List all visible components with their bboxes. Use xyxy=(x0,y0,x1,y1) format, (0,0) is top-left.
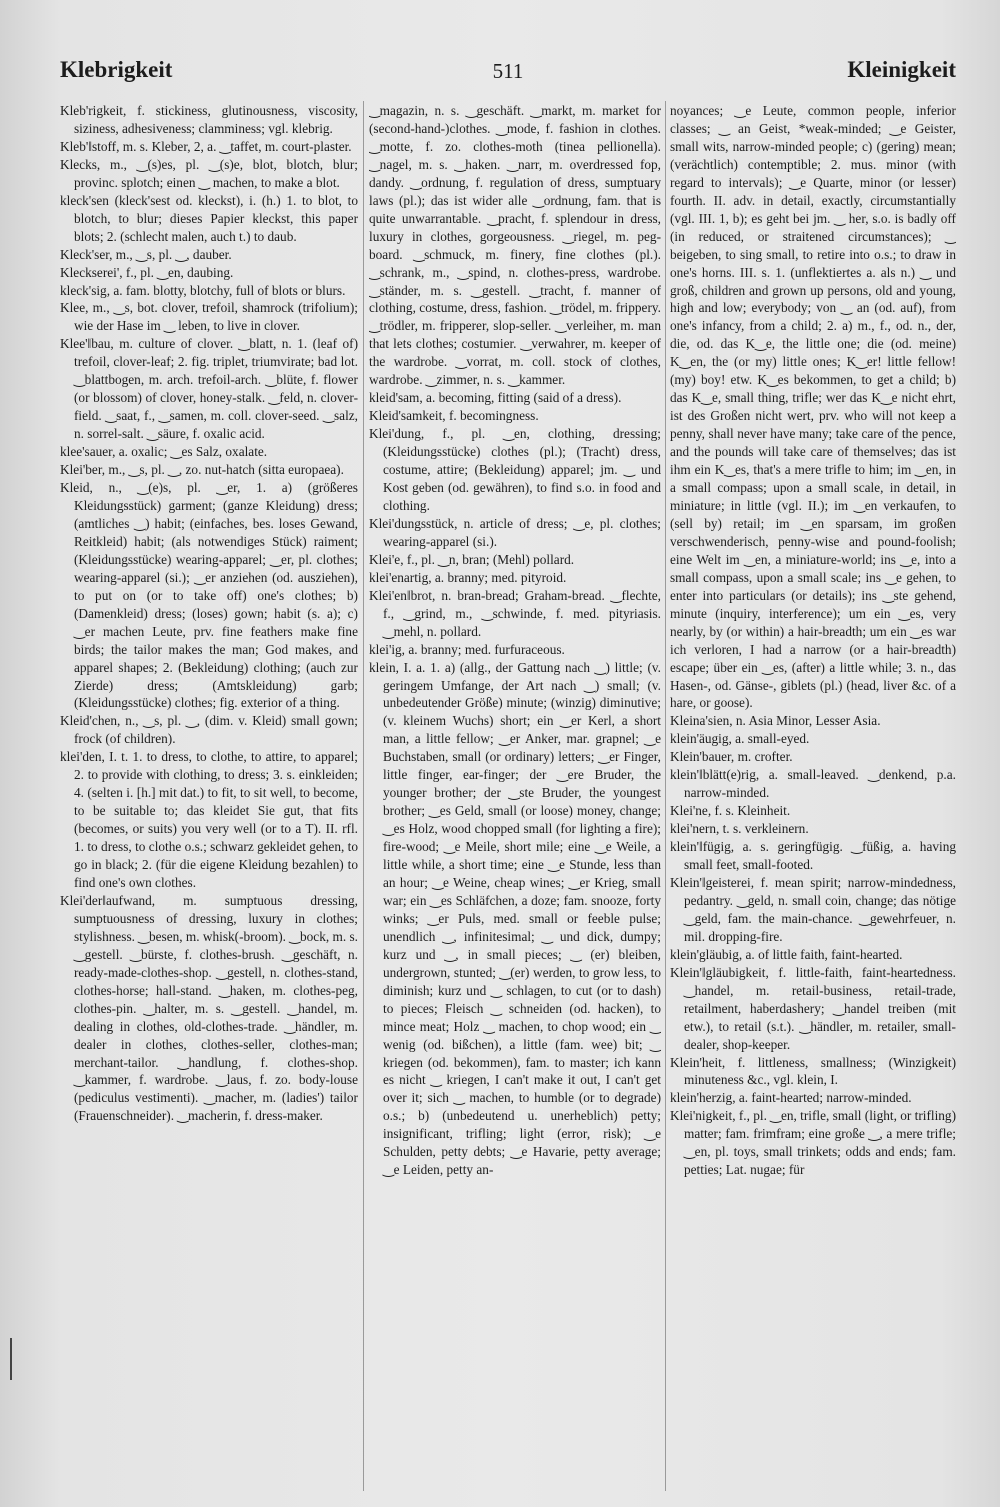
dictionary-entry: klein'herzig, a. faint-hearted; narrow-minded. xyxy=(670,1090,912,1106)
dictionary-entry: Klei'ber, m., ‿s, pl. ‿, zo. nut-hatch (sitta europaea). xyxy=(60,462,344,478)
dictionary-entry: Kleid'chen, n., ‿s, pl. ‿, (dim. v. Kleid) small gown; frock (of children). xyxy=(60,713,358,747)
dictionary-entry: Klei'nigkeit, f., pl. ‿en, trifle, small (light, or trifling) matter; fam. frimfram; eine große ‿, a mere trifle; ‿en, pl. toys, small trinkets; odds and ends; fam. petties; Lat. nugae; für xyxy=(670,1108,956,1178)
column-3 xyxy=(670,102,956,1502)
dictionary-entry: Kleckserei', f., pl. ‿en, daubing. xyxy=(60,264,234,280)
dictionary-entry: Klei'e, f., pl. ‿n, bran; (Mehl) pollard. xyxy=(369,551,575,567)
dictionary-entry: klein'‖blätt(e)rig, a. small-leaved. ‿denkend, p.a. narrow-minded. xyxy=(670,767,956,801)
dictionary-entry: Kleb'rigkeit, f. stickiness, glutinousness, viscosity, siziness, adhesiveness; clamminess; vgl. klebrig. xyxy=(60,103,358,136)
dictionary-entry: Klein'bauer, m. crofter. xyxy=(670,749,793,765)
dictionary-entry: klee'sauer, a. oxalic; ‿es Salz, oxalate. xyxy=(60,444,268,460)
column-2 xyxy=(369,102,661,1502)
dictionary-entry: Klei'en‖brot, n. bran-bread; Graham-bread. ‿flechte, f., ‿grind, m., ‿schwinde, f. med. pityriasis. ‿mehl, n. pollard. xyxy=(369,587,661,639)
dictionary-entry: ‿magazin, n. s. ‿geschäft. ‿markt, m. market for (second-hand-)clothes. ‿mode, f. fashion in clothes. ‿motte, f. zo. clothes-moth (tinea pellionella). ‿nagel, m. s. ‿haken. ‿narr, m. overdressed fop, dandy. ‿ordnung, f. regulation of dress, sumptuary laws (pl.); das ist wider alle ‿ordnung, fam. that is quite unwarrantable. ‿pracht, f. splendour in dress, luxury in clothes, gorgeousness. ‿riegel, m. peg-board. ‿schmuck, m. finery, fine clothes (pl.). ‿schrank, m., ‿spind, n. clothes-press, wardrobe. ‿ständer, m. s. ‿gestell. ‿tracht, f. manner of clothing, costume, dress, fashion. ‿trödel, m. frippery. ‿trödler, m. fripperer, slop-seller. ‿verleiher, m. man that lets clothes; costumier. ‿verwahrer, m. keeper of the wardrobe. ‿vorrat, m. coll. stock of clothes, wardrobe. ‿zimmer, n. s. ‿kammer. xyxy=(369,103,661,388)
dictionary-entry: Klei'dung, f., pl. ‿en, clothing, dressing; (Kleidungsstücke) clothes (pl.); (Tracht) dress, costume, attire; (Bekleidung) apparel; jm. ‿ und Kost geben (od. gewähren), to find s.o. in food and clothing. xyxy=(369,426,661,513)
right-guide-word: Kleinigkeit xyxy=(847,57,956,82)
dictionary-entry: klein'gläubig, a. of little faith, faint-hearted. xyxy=(670,946,903,962)
dictionary-entry: klei'den, I. t. 1. to dress, to clothe, to attire, to apparel; 2. to provide with clothing, to dress; 3. s. einkleiden; 4. (selten i. [h.] mit dat.) to fit, to sit well, to become, to be suitable to; das kleidet Sie gut, that fits (becomes, or suits) you very well (or to a T). II. rfl. 1. to dress, to clothe o.s.; schwarz gekleidet gehen, to go in black; 2. (für die eigene Kleidung bezahlen) to find one's own clothes. xyxy=(60,749,358,890)
page-header xyxy=(60,55,956,89)
column-1 xyxy=(60,102,358,1502)
dictionary-entry: Kleb'‖stoff, m. s. Kleber, 2, a. ‿taffet, m. court-plaster. xyxy=(60,138,352,154)
dictionary-entry: klein'‖fügig, a. s. geringfügig. ‿füßig, a. having small feet, small-footed. xyxy=(670,839,956,873)
dictionary-entry: kleck'sen (kleck'sest od. kleckst), i. (h.) 1. to blot, to blotch, to blur; dieses Papier kleckst, this paper blots; 2. (schlecht malen, auch t.) to daub. xyxy=(60,192,358,244)
dictionary-entry: noyances; ‿e Leute, common people, inferior classes; ‿ an Geist, *weak-minded; ‿e Geister, small wits, narrow-minded people; c) (gering) mean; (verächtlich) contemptible; 2. mus. minor (with regard to intervals); ‿e Quarte, minor (or lesser) fourth. II. adv. in detail, exactly, circumstantially (vgl. III. 1, b); es geht bei jm. ‿ her, s.o. is badly off (in reduced, or straitened circumstances); ‿ beigeben, to sing small, to retire into o.s.; to draw in one's horns. III. s. 1. (unflektiertes a. als n.) ‿ und groß, children and grown up persons, old and young, high and low; everybody; von ‿ an (od. auf), from one's infancy, from a child; 2. a) m., f., od. n., der, die, od. das K‿e, the little one; die (od. meine) K‿en, the (or my) little ones; K‿er! little fellow! (my) boy! etw. K‿es bekommen, to get a child; b) das K‿e, small thing, trifle; wer das K‿e nicht ehrt, ist des Großen nicht wert, prv. who will not keep a penny, shall never have many; take care of the pence, and the pounds will take care of themselves; das ist ihm ein K‿es, that's a mere trifle to him; im ‿en, in a small compass; upon a small scale, in detail, in miniature; in little (vgl. II.); im ‿en verkaufen, to (sell by) retail; im ‿en sparsam, im großen verschwenderisch, penny-wise and pound-foolish; eine Welt im ‿en, a miniature-world; ins ‿e, into a small compass, upon a small scale; ins ‿e gehen, to enter into particulars (or details); ins ‿ste gehend, minute (inquiry, interference); um ein ‿es, very nearly, by (or within) a hair-breadth; um ein ‿es war ich verloren, I had a narrow (or a hair-breadth) escape; über ein ‿es, (after) a little while; 3. n., das Hasen-, od. Gänse-, giblets (pl.) (head, liver &c. of a hare, or goose). xyxy=(670,103,956,711)
dictionary-entry: Kleid, n., ‿(e)s, pl. ‿er, 1. a) (größeres Kleidungsstück) garment; (ganze Kleidung) dress; (amtliches ‿) habit; (einfaches, bes. loses Gewand, Reitkleid) habit; (als notwendiges Stück) raiment; (Kleidungsstücke) wearing-apparel; ‿er, pl. clothes; wearing-apparel (si.); ‿er anziehen (od. ausziehen), to put on (or to take off) one's clothes; b) (Damenkleid) dress; (loses) gown; habit (s. a); c) ‿er machen Leute, prv. fine feathers make fine birds; the tailor makes the man; God makes, and apparel shapes; 2. (Bekleidung) clothing; (auch zur Zierde) dress; (Amtskleidung) garb; (Kleidungsstücke) clothes; fig. exterior of a thing. xyxy=(60,480,358,711)
margin-mark xyxy=(10,1338,12,1380)
dictionary-entry: klein, I. a. 1. a) (allg., der Gattung nach ‿) little; (v. geringem Umfange, der Art nach ‿) small; (v. unbedeutender Größe) minute; (winzig) diminutive; (v. kleinem Wuchs) short; ein ‿er Kerl, a short man, a little fellow; ‿er Anker, mar. grapnel; ‿e Buchstaben, small (or ordinary) letters; ‿er Finger, little finger, ear-finger; der ‿ere Bruder, the younger brother; der ‿ste Bruder, the youngest brother; ‿es Geld, small (or loose) money, change; ‿es Holz, wood chopped small (for lighting a fire); fire-wood; ‿e Meile, short mile; eine ‿e Weile, a little while, a short time; eine ‿e Stunde, less than an hour; ‿e Weine, cheap wines; ‿er Krieg, small war; ein ‿es Schläfchen, a doze; fam. snooze, forty winks; ‿er Puls, med. small or feeble pulse; unendlich ‿, infinitesimal; ‿ und dick, dumpy; kurz und ‿, in small pieces; ‿ (er) bleiben, undergrown, stunted; ‿(er) werden, to grow less, to diminish; kurz und ‿ schlagen, to cut (or to dash) to pieces; Fleisch ‿ schneiden (od. hacken), to mince meat; Holz ‿ machen, to chop wood; ein ‿ wenig (od. bißchen), a little (fam. wee) bit; ‿ kriegen (od. bekommen), fam. to master; ich kann es nicht ‿ kriegen, I can't make it out, I can't get over it; sich ‿ machen, to humble (or to degrade) o.s.; b) (unbedeutend u. unerheblich) petty; insignificant, trifling; light (error, risk); ‿e Schulden, petty debts; ‿e Havarie, petty average; ‿e Leiden, petty an- xyxy=(369,659,661,1178)
page-number: 511 xyxy=(492,59,524,83)
dictionary-entry: Klei'dungsstück, n. article of dress; ‿e, pl. clothes; wearing-apparel (si.). xyxy=(369,515,661,549)
left-guide-word: Klebrigkeit xyxy=(60,57,173,82)
dictionary-entry: klein'äugig, a. small-eyed. xyxy=(670,731,810,747)
dictionary-entry: Klee'‖bau, m. culture of clover. ‿blatt, n. 1. (leaf of) trefoil, clover-leaf; 2. fig. triplet, triumvirate; bad lot. ‿blattbogen, m. arch. trefoil-arch. ‿blüte, f. flower (or blossom) of clover, honey-stalk. ‿feld, n. clover-field. ‿saat, f., ‿samen, m. coll. clover-seed. ‿salz, n. sorrel-salt. ‿säure, f. oxalic acid. xyxy=(60,336,358,442)
dictionary-entry: klei'nern, t. s. verkleinern. xyxy=(670,821,809,837)
dictionary-entry: Kleid'samkeit, f. becomingness. xyxy=(369,408,539,424)
dictionary-entry: klei'ig, a. branny; med. furfuraceous. xyxy=(369,641,565,657)
dictionary-entry: Klee, m., ‿s, bot. clover, trefoil, shamrock (trifolium); wie der Hase im ‿ leben, to live in clover. xyxy=(60,300,358,334)
dictionary-entry: Kleck'ser, m., ‿s, pl. ‿, dauber. xyxy=(60,246,232,262)
dictionary-entry: klei'enartig, a. branny; med. pityroid. xyxy=(369,569,567,585)
dictionary-entry: kleck'sig, a. fam. blotty, blotchy, full of blots or blurs. xyxy=(60,282,346,298)
dictionary-entry: Klein'‖geisterei, f. mean spirit; narrow-mindedness, pedantry. ‿geld, n. small coin, change; das nötige ‿geld, fam. the main-chance. ‿gewehrfeuer, n. mil. dropping-fire. xyxy=(670,874,956,944)
column-divider xyxy=(665,101,666,1491)
dictionary-entry: Klein'heit, f. littleness, smallness; (Winzigkeit) minuteness &c., vgl. klein, I. xyxy=(670,1054,956,1088)
dictionary-entry: Kleina'sien, n. Asia Minor, Lesser Asia. xyxy=(670,713,881,729)
column-divider xyxy=(363,101,364,1491)
dictionary-entry: Klecks, m., ‿(s)es, pl. ‿(s)e, blot, blotch, blur; provinc. splotch; einen ‿ machen, to make a blot. xyxy=(60,156,358,190)
dictionary-entry: kleid'sam, a. becoming, fitting (said of a dress). xyxy=(369,390,622,406)
dictionary-entry: Klein'‖gläubigkeit, f. little-faith, faint-heartedness. ‿handel, m. retail-business, retail-trade, retailment, haberdashery; ‿handel treiben (mit etw.), to retail (s.t.). ‿händler, m. retailer, small-dealer, shop-keeper. xyxy=(670,964,956,1052)
dictionary-entry: Klei'ne, f. s. Kleinheit. xyxy=(670,803,791,819)
dictionary-entry: Klei'der‖aufwand, m. sumptuous dressing, sumptuousness of dressing, luxury in clothes; stylishness. ‿besen, m. whisk(-broom). ‿bock, m. s. ‿gestell. ‿bürste, f. clothes-brush. ‿geschäft, n. ready-made-clothes-shop. ‿gestell, n. clothes-stand, clothes-horse; hall-stand. ‿haken, m. clothes-peg, clothes-pin. ‿halter, m. s. ‿gestell. ‿handel, m. dealing in clothes, old-clothes-trade. ‿händler, m. dealer in clothes, clothes-seller, clothes-man; merchant-tailor. ‿handlung, f. clothes-shop. ‿kammer, f. wardrobe. ‿laus, f. zo. body-louse (pediculus vestimenti). ‿macher, m. (ladies') tailor (Frauenschneider). ‿macherin, f. dress-maker. xyxy=(60,892,358,1124)
